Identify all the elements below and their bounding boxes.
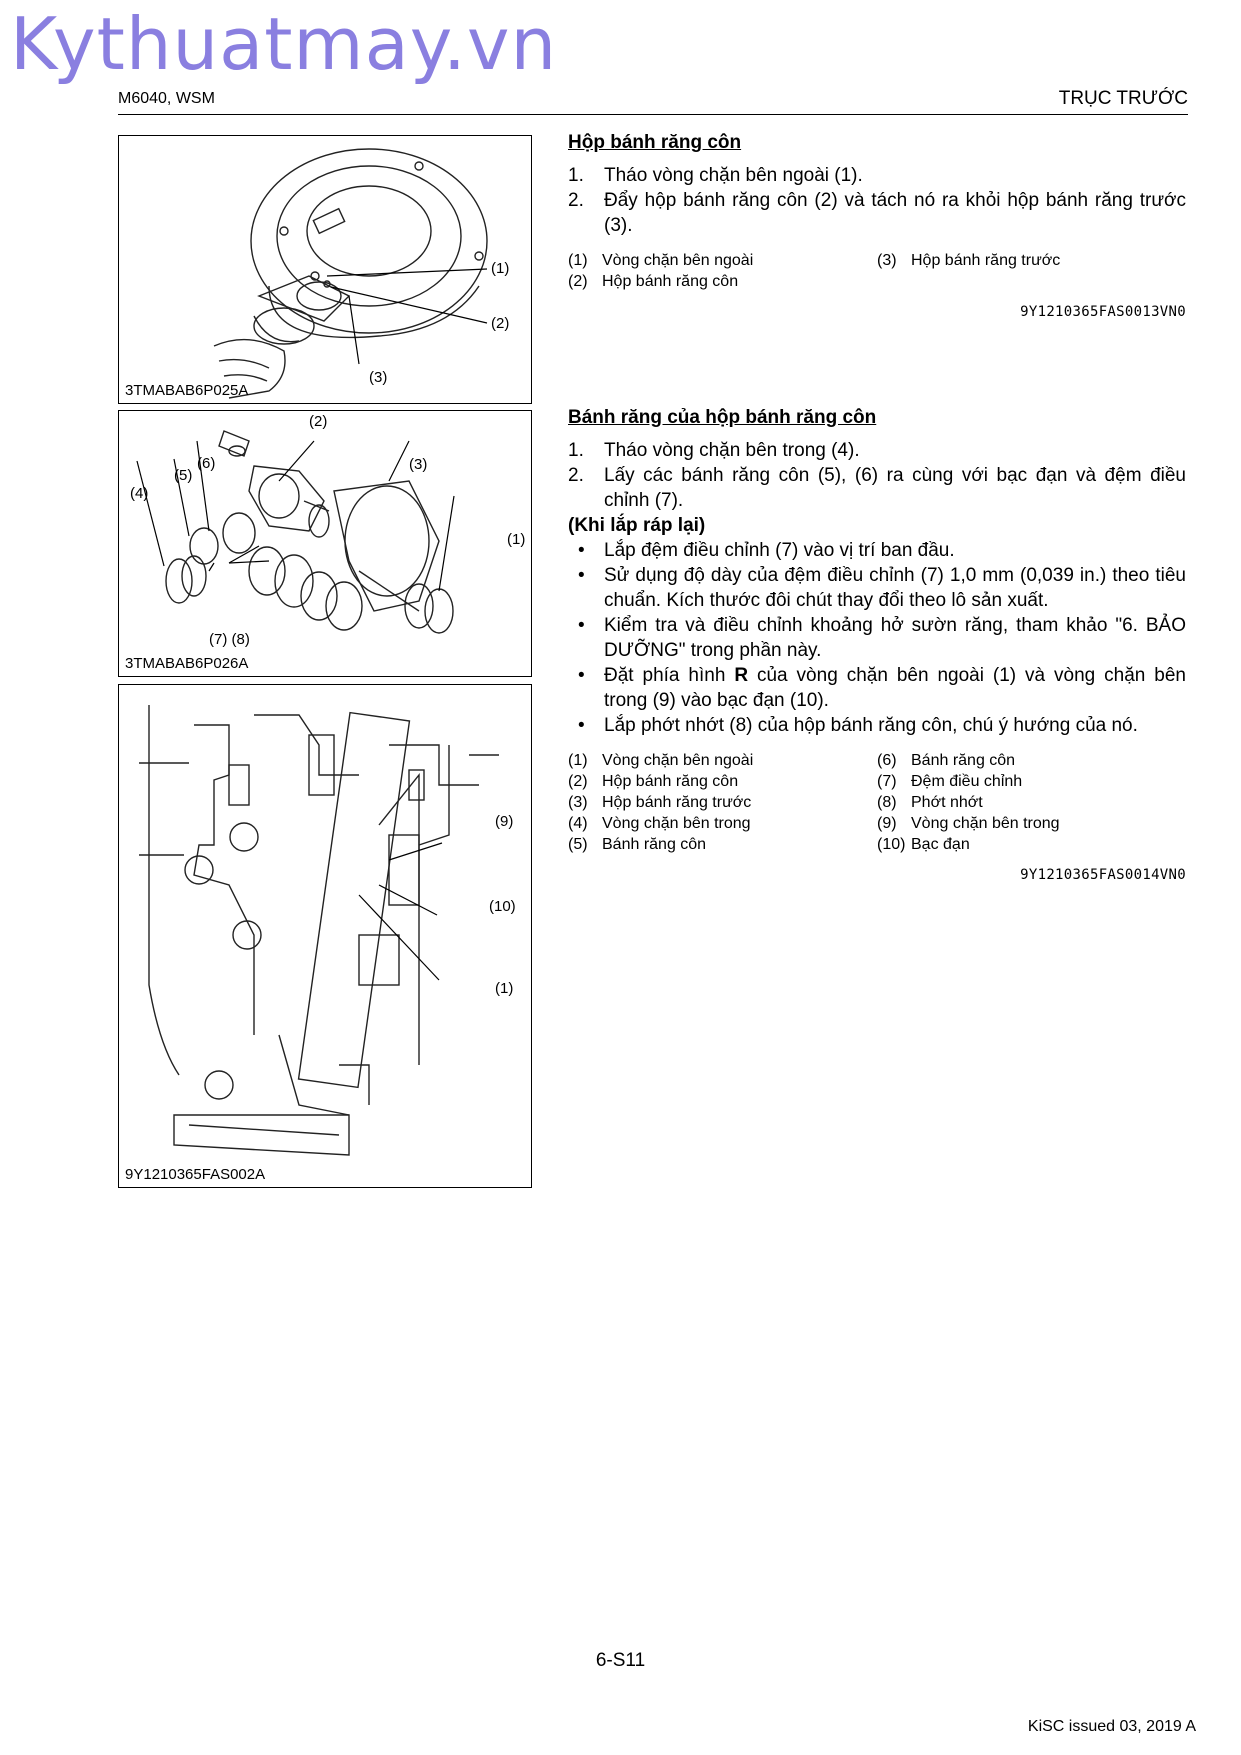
callout-7-8: (7) (8)	[209, 631, 250, 648]
callout-1: (1)	[491, 260, 510, 277]
header-model: M6040, WSM	[118, 90, 215, 107]
bullet-item: • Sử dụng độ dày của đệm điều chỉnh (7) 1,0 mm (0,039 in.) theo tiêu chuẩn. Kích thước đôi chút thay đổi theo lô sản xuất.	[578, 565, 1186, 611]
section-bevel-gear-case-gears	[568, 405, 1186, 888]
step-1: 1. Tháo vòng chặn bên ngoài (1).	[568, 165, 863, 186]
legend-item: (10) Bạc đạn	[877, 836, 970, 853]
figure-bevel-gear-cross-section	[118, 684, 532, 1188]
legend-item: (5) Bánh răng côn	[568, 836, 707, 853]
figure-caption: 3TMABAB6P026A	[125, 655, 249, 672]
page-number: 6-S11	[595, 1650, 646, 1671]
callout-2: (2)	[491, 315, 510, 332]
bullet-item: • Đặt phía hình R của vòng chặn bên ngoài (1) và vòng chặn bên trong (9) vào bạc đạn (10).	[578, 665, 1186, 711]
section-title: Bánh răng của hộp bánh răng côn	[568, 407, 877, 428]
callout-1: (1)	[507, 531, 526, 548]
section-bevel-gear-case	[568, 130, 1186, 325]
callout-2: (2)	[309, 413, 328, 430]
bullet-item: • Lắp đệm điều chỉnh (7) vào vị trí ban đầu.	[578, 540, 955, 561]
callout-5: (5)	[174, 467, 193, 484]
header-chapter: TRỤC TRƯỚC	[1058, 88, 1188, 109]
legend-item: (2) Hộp bánh răng côn	[568, 273, 739, 290]
bullet-item: • Lắp phớt nhớt (8) của hộp bánh răng côn, chú ý hướng của nó.	[578, 715, 1138, 736]
legend-item: (1) Vòng chặn bên ngoài	[568, 752, 754, 769]
callout-3: (3)	[369, 369, 388, 386]
legend-item: (8) Phớt nhớt	[877, 794, 983, 811]
legend-item: (9) Vòng chặn bên trong	[877, 815, 1060, 832]
step-2: 2. Đẩy hộp bánh răng côn (2) và tách nó ra khỏi hộp bánh răng trước (3).	[568, 190, 1186, 236]
legend-item: (4) Vòng chặn bên trong	[568, 815, 751, 832]
legend-item: (3) Hộp bánh răng trước	[568, 794, 752, 811]
header-rule	[118, 114, 1188, 115]
legend-item: (2) Hộp bánh răng côn	[568, 773, 739, 790]
callout-9: (9)	[495, 813, 514, 830]
reassembly-heading: (Khi lắp ráp lại)	[568, 515, 706, 536]
doc-code: 9Y1210365FAS0014VN0	[1020, 867, 1186, 883]
legend	[568, 750, 1186, 855]
issued-note: KiSC issued 03, 2019 A	[1027, 1718, 1196, 1735]
figure-caption: 9Y1210365FAS002A	[125, 1166, 266, 1183]
doc-code: 9Y1210365FAS0013VN0	[1020, 304, 1186, 320]
legend-item: (3) Hộp bánh răng trước	[877, 252, 1061, 269]
bullet-item: • Kiểm tra và điều chỉnh khoảng hở sườn răng, tham khảo "6. BẢO DƯỠNG" trong phần này.	[578, 615, 1186, 661]
legend-item: (6) Bánh răng côn	[877, 752, 1016, 769]
legend	[568, 250, 1186, 292]
step-2: 2. Lấy các bánh răng côn (5), (6) ra cùng với bạc đạn và đệm điều chỉnh (7).	[568, 465, 1186, 511]
callout-6: (6)	[197, 455, 216, 472]
callout-4: (4)	[130, 485, 149, 502]
step-1: 1. Tháo vòng chặn bên trong (4).	[568, 440, 860, 461]
figure-caption: 3TMABAB6P025A	[125, 382, 249, 399]
callout-3: (3)	[409, 456, 428, 473]
figure-bevel-gear-case-removal	[118, 135, 532, 404]
watermark: Kythuatmay.vn	[10, 2, 558, 86]
figure-bevel-gear-exploded	[118, 410, 532, 677]
figure-illustration	[119, 685, 531, 1187]
callout-1: (1)	[495, 980, 514, 997]
legend-item: (1) Vòng chặn bên ngoài	[568, 252, 754, 269]
figure-illustration	[119, 136, 531, 403]
callout-10: (10)	[489, 898, 516, 915]
legend-item: (7) Đệm điều chỉnh	[877, 773, 1023, 790]
figure-illustration	[119, 411, 531, 676]
section-title: Hộp bánh răng côn	[568, 132, 742, 153]
